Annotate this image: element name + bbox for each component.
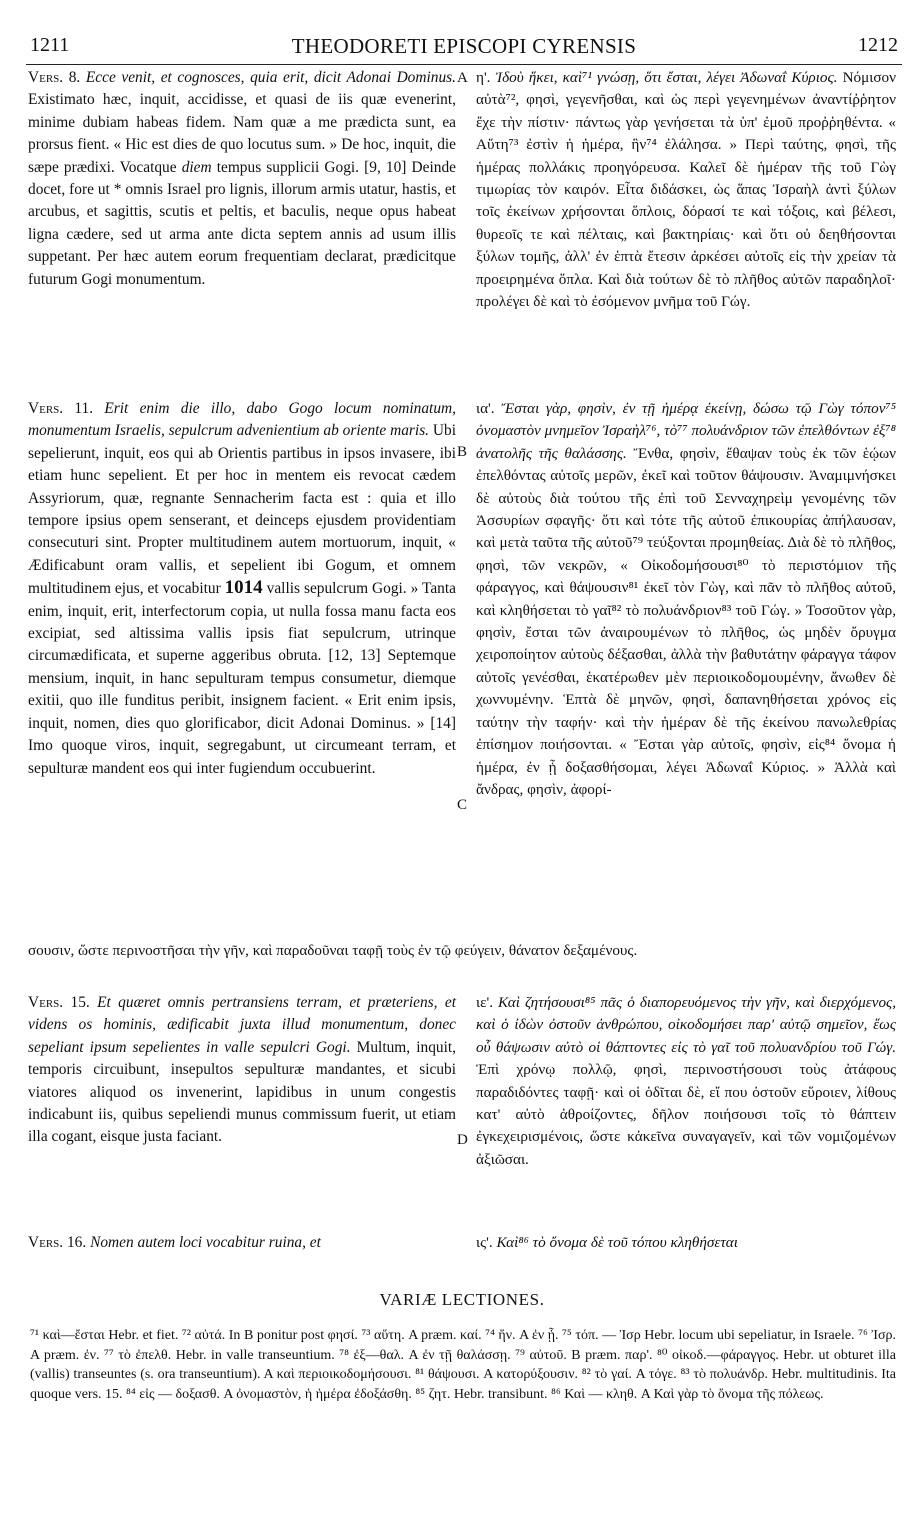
commentary-text: Ubi sepelierunt, inquit, eos qui ab Orientis partibus in ipsos invasere, ibi etiam hunc sepelient. Et per hoc in mentem eis revocat cædem Assyriorum, quæ, regnante Sennacherim facta est : quia et illo tempore ipsius opem senserant, et deinceps ejusdem providentiam consecuturi sint. Propter multitudinem autem mortuorum, inquit, « Ædificabunt oram vallis, et sepelient ibi Gogum, et omnem multitudinem ejus, et vocabitur (28, 422, 456, 598)
greek-verse-16 (476, 1232, 896, 1254)
verse-number: ις'. (476, 1234, 493, 1251)
commentary-text: Ἔνθα, φησὶν, ἔθαψαν τοὺς ἐκ τῶν ἑῴων ἐπελθόντας αὐτοῖς μερῶν, ἐκεῖ καὶ τοῦτον θάψουσιν. Ἀναμιμνήσκει δὲ αὐτοὺς διὰ τούτου τῆς ἐπὶ τοῦ Σενναχηρεὶμ γενομένης τῶν Ἀσσυρίων σφαγῆς· ὅτι καὶ τότε τῆς αὐτοῦ ἐπικουρίας ἀπήλαυσαν, καὶ μετὰ ταῦτα τῆς αὐτοῦ⁷⁹ τεύξονται προμηθείας. Διὰ δὲ τὸ πλῆθος, φησὶ, τῶν νεκρῶν, « Οἰκοδομήσουσι⁸⁰ τὸ περιστόμιον τῆς φάραγγος, καὶ θάψουσιν⁸¹ ἐκεῖ τὸν Γὼγ, καὶ πᾶν τὸ πλῆθος αὐτοῦ, καὶ κληθήσεται τὸ γαῖ⁸² τὸ πολυάνδριον⁸³ τοῦ Γώγ. » Τοσοῦτον γὰρ, φησὶν, ἔσται τῶν ἀναιρουμένων τὸ πλῆθος, ὡς μηδὲν ὄρυγμα χειροποίητον αὐτοὺς δέξασθαι, ἀλλὰ τὴν βαθυτάτην φάραγγα τάφον αὐτοῖς γενέσθαι, ἑκατέρωθεν μὲν περιοικοδομουμένην, ἄνωθεν δὲ χωννυμένην. Ἑπτὰ δὲ μηνῶν, φησὶ, δαπανηθήσεται χρόνος εἰς ταύτην τὴν ταφήν· καὶ τὴν ἡμέραν δὲ τῆς ἐκείνου πανωλεθρίας ἐπίσημον ποιήσονται. « Ἔσται γὰρ αὐτοῖς, φησὶν, εἰς⁸⁴ ὄνομα ἡ ἡμέρα, ἐν ᾗ δοξασθήσομαι, λέγει Ἀδωναΐ Κύριος. » Ἀλλὰ καὶ ἄνδρας, φησὶν, ἀφορί- (476, 444, 897, 798)
verse-heading: Vers. 15. (28, 994, 90, 1011)
verse-number: ιε'. (476, 994, 493, 1011)
latin-verse-8 (28, 67, 456, 291)
verse-number: ια'. (476, 400, 495, 417)
greek-runover-text: σουσιν, ὥστε περινοστῆσαι τὴν γῆν, καὶ παραδοῦναι ταφῇ τοὺς ἐν τῷ φεύγειν, θάνατον δεξαμένους. (28, 942, 638, 959)
latin-verse-16 (28, 1232, 456, 1254)
greek-verse-15 (476, 992, 896, 1171)
variant-readings-text: ⁷¹ καὶ—ἔσται Hebr. et fiet. ⁷² αὐτά. In B ponitur post φησί. ⁷³ αὕτη. A præm. καί. ⁷⁴ ἥν. A ἐν ᾗ. ⁷⁵ τόπ. — Ἰσρ Hebr. locum ubi sepeliatur, in Israele. ⁷⁶ Ἰσρ. A præm. ἐν. ⁷⁷ τὸ ἐπελθ. Hebr. in valle transeuntium. ⁷⁸ ἐξ—θαλ. A ἐν τῇ θαλάσσῃ. ⁷⁹ αὐτοῦ. B præm. παρ'. ⁸⁰ οἰκοδ.—φάραγγος. Hebr. ut obturet illa (vallis) transeuntes (s. ora transeuntium). A καὶ περιοικοδομήσουσι. ⁸¹ θάψουσι. A κατορύξουσιν. ⁸² τὸ γαί. A τόγε. ⁸³ τὸ πολυάνδρ. Hebr. multitudinis. Ita quoque vers. 15. ⁸⁴ εἰς — δοξασθ. A ὀνομαστὸν, ἡ ἡμέρα ἐδοξάσθη. ⁸⁵ ζητ. Hebr. transibunt. ⁸⁶ Καὶ — κληθ. A Καὶ γὰρ τὸ ὄνομα τῆς πόλεως. (30, 1328, 896, 1402)
column-number: 1014 (224, 577, 263, 599)
verse-quote: Ἰδοὺ ἥκει, καὶ⁷¹ γνώσῃ, ὅτι ἔσται, λέγει Ἀδωναΐ Κύριος. (495, 69, 838, 86)
verse-quote: Ἔσται γὰρ, φησὶν, ἐν τῇ ἡμέρᾳ ἐκείνῃ, δώσω τῷ Γὼγ τόπον⁷⁵ ὀνομαστὸν μνημεῖον Ἰσραὴλ⁷⁶, τὸ⁷⁷ πολυάνδριον τῶν ἐπελθόντων ἐξ⁷⁸ ἀνατολῆς τῆς θαλάσσης. (476, 400, 897, 462)
variae-lectiones-notes (30, 1326, 896, 1404)
verse-quote: Erit enim die illo, dabo Gogo locum nominatum, monumentum Israelis, sepulcrum advenientium ab oriente maris. (28, 400, 456, 440)
commentary-italic: diem (181, 158, 212, 176)
verse-heading: Vers. 16. (28, 1234, 87, 1251)
latin-verse-11 (28, 398, 456, 780)
verse-heading: Vers. 8. (28, 69, 81, 86)
verse-quote: Καὶ ζητήσουσι⁸⁵ πᾶς ὁ διαπορευόμενος τὴν γῆν, καὶ διερχόμενος, καὶ ὁ ἰδὼν ὀστοῦν ἀνθρώπου, οἰκοδομήσει παρ' αὐτῷ σημεῖον, ἕως οὗ θάψωσιν αὐτὸ οἱ θάπτοντες εἰς τὸ γαῖ τοῦ πολυανδρίου τοῦ Γώγ. (476, 994, 897, 1056)
running-title: THEODORETI EPISCOPI CYRENSIS (291, 34, 637, 58)
greek-verse-11 (476, 398, 896, 801)
greek-verse-8 (476, 67, 896, 313)
greek-runover (28, 940, 898, 962)
verse-quote: Nomen autem loci vocabitur ruina, et (90, 1234, 321, 1251)
commentary-text: Νόμισον αὐτὰ⁷², φησὶ, γεγενῆσθαι, καὶ ὡς περὶ γεγενημένων ἀναντίῤῥητον ἔχε τὴν πίστιν· πάντως γὰρ γενήσεται τὰ ὑπ' ἐμοῦ προῤῥηθέντα. « Αὕτη⁷³ ἐστὶν ἡ ἡμέρα, ἣν⁷⁴ ἐλάλησα. » Περὶ ταύτης, φησὶ, τῆς ἡμέρας πολλάκις προηγόρευσα. Καλεῖ δὲ ἡμέραν τῆς τοῦ Γὼγ τιμωρίας τὸν καιρόν. Εἶτα διδάσκει, ὡς ἅπας Ἰσραὴλ ἀντὶ ξύλων τοῖς ἐκείνων χρήσονται ὅπλοις, δόρασί τε καὶ τόξοις, καὶ βέλεσι, θυρεοῖς τε καὶ πέλταις, καὶ βακτηρίαις· καὶ ὅτι οὐ δεηθήσονται ξύλων τομῆς, ἀλλ' ἐν ἑπτὰ ἔτεσιν ἀρκέσει αὐτοῖς εἰς τὴν χρείαν τὰ προειρημένα ὅπλα. Καὶ διὰ τούτων δὲ τὸ πλῆθος αὐτῶν παραδηλοῖ· προλέγει δὲ καὶ τὸ ἐσόμενον μνῆμα τοῦ Γώγ. (476, 69, 897, 311)
commentary-text: tempus supplicii Gogi. [9, 10] Deinde docet, fore ut * omnis Israel pro lignis, illorum armis utatur, hastis, et arcubus, et sagittis, scutis et peltis, et baculis, neque opus habeat ligna cædere, sed ut arma ante dicta septem annis ad usum illis suppetant. Per hæc autem eorum frequentiam declarat, prædicitque futurum Gogi monumentum. (28, 158, 456, 288)
latin-verse-15 (28, 992, 456, 1149)
margin-marker-a: A (457, 70, 468, 86)
margin-marker-d: D (457, 1132, 468, 1148)
verse-quote: Ecce venit, et cognosces, quia erit, dicit Adonai Dominus. (85, 69, 456, 86)
margin-marker-b: B (457, 444, 468, 460)
verse-quote: Καὶ⁸⁶ τὸ ὄνομα δὲ τοῦ τόπου κληθήσεται (496, 1234, 738, 1251)
verse-number: η'. (476, 69, 491, 86)
commentary-text: Ἐπὶ χρόνῳ πολλῷ, φησὶ, περινοστήσουσι τοὺς ἀτάφους παραδιδόντες ταφῇ· καὶ οἱ ὁδῖται δὲ, εἴ που ὀστοῦν εὕροιεν, λίθους κατ' αὐτὸ ἀθροίζοντες, δῆλον ποιήσουσι τοῖς τὸ θάπτειν ἐγκεχειρισμένοις, ὥστε κἀκεῖνα συναγαγεῖν, καὶ τῶν νομιζομένων ἀξιῶσαι. (476, 1061, 896, 1168)
verse-quote: Et quæret omnis pertransiens terram, et præteriens, et videns os hominis, ædificabit juxta illud monumentum, donec sepeliant ipsum sepelientes in valle sepulcri Gogi. (28, 994, 456, 1056)
page-header (26, 30, 902, 65)
commentary-text: Multum, inquit, temporis circuibunt, insepultos sepulturæ mandantes, et sicubi viatores aliquod os invenerint, lapidibus in unum congestis indicabunt iis, quibus sepeliendi munus commissum fuerit, ut etiam illa cogant, eisque justa faciant. (28, 1038, 456, 1146)
margin-marker-c: C (457, 797, 468, 813)
page-number-left: 1211 (30, 34, 70, 56)
verse-heading: Vers. 11. (28, 400, 94, 417)
commentary-text: Existimato hæc, inquit, accidisse, et quasi de iis quæ evenerint, minime dubiam habeas fidem. Nam quæ a me prædicta sunt, ea prorsus fient. « Hic est dies de quo locutus sum. » De hoc, inquit, die sæpe prædixi. Vocatque (28, 91, 456, 176)
page-number-right: 1212 (858, 34, 898, 56)
commentary-text: vallis sepulcrum Gogi. » Tanta enim, inquit, erit, interfectorum copia, ut nulla fossa manu facta eos excipiat, sed altissima vallis ipsis fiat sepulcrum, utrinque circumædificata, et superne aggeribus obruta. [12, 13] Septemque mensium, inquit, in hanc sepulturam tempus consumetur, diemque exitii, quo ille funditus peribit, insignem facient. « Erit enim ipsis, inquit, nomen, dies quo glorificabor, dicit Adonai Dominus. » [14] Imo quoque viros, inquit, segregabunt, ut circumeant terram, et sepulturæ mandent eos qui inter fugiendum occubuerint. (28, 580, 456, 777)
variae-lectiones-title: VARIÆ LECTIONES. (379, 1290, 545, 1309)
